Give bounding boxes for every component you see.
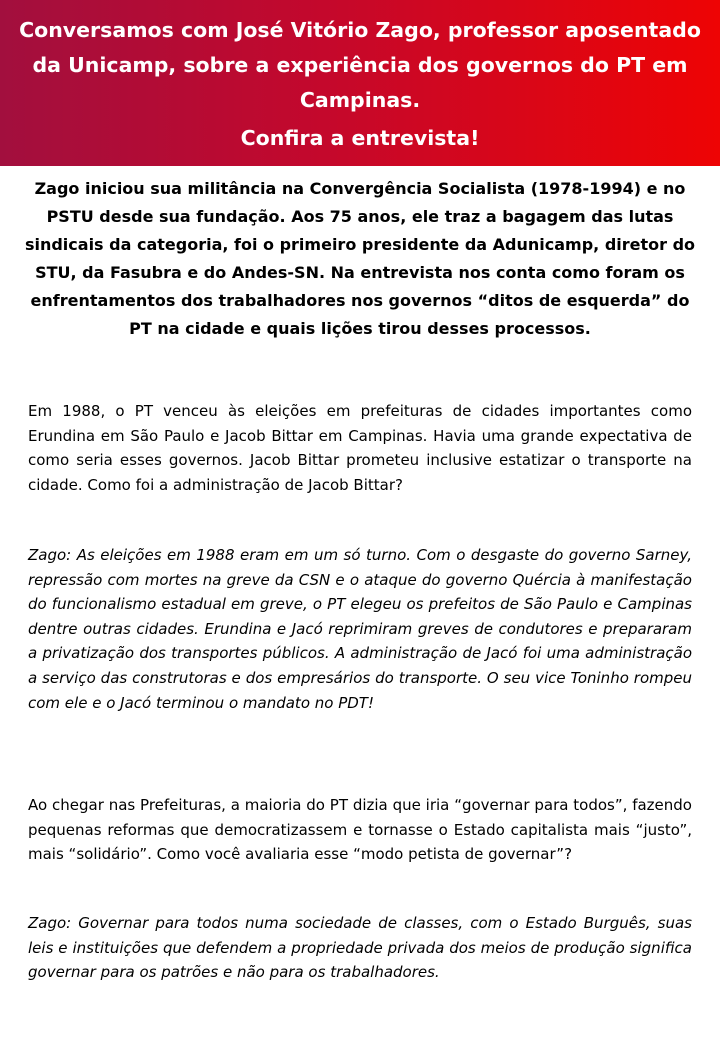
header-banner: [0, 0, 720, 166]
intro-paragraph: Zago iniciou sua militância na Convergência Socialista (1978-1994) e no PSTU desde sua fundação. Aos 75 anos, ele traz a bagagem das lutas sindicais da categoria, foi o primeiro presidente da Adunicamp, diretor do STU, da Fasubra e do Andes-SN. Na entrevista nos conta como foram os enfrentamentos dos trabalhadores nos governos “ditos de esquerda” do PT na cidade e quais lições tirou desses processos.: [24, 179, 696, 338]
question-1: Em 1988, o PT venceu às eleições em prefeituras de cidades importantes como Erundina em São Paulo e Jacob Bittar em Campinas. Havia uma grande expectativa de como seria esses governos. Jacob Bittar prometeu inclusive estatizar o transporte na cidade. Como foi a administração de Jacob Bittar?: [28, 402, 692, 494]
banner-title: Conversamos com José Vitório Zago, professor aposentado da Unicamp, sobre a experiência dos governos do PT em Campinas.: [19, 18, 701, 112]
question-2: Ao chegar nas Prefeituras, a maioria do PT dizia que iria “governar para todos”, fazendo pequenas reformas que democratizassem e tornasse o Estado capitalista mais “justo”, mais “solidário”. Como você avaliaria esse “modo petista de governar”?: [28, 796, 692, 864]
banner-subtitle: Confira a entrevista!: [240, 126, 480, 150]
answer-2: Zago: Governar para todos numa sociedade de classes, com o Estado Burguês, suas leis e instituições que defendem a propriedade privada dos meios de produção significa governar para os patrões e não para os trabalhadores.: [28, 914, 692, 982]
answer-1: Zago: As eleições em 1988 eram em um só turno. Com o desgaste do governo Sarney, repressão com mortes na greve da CSN e o ataque do governo Quércia à manifestação do funcionalismo estadual em greve, o PT elegeu os prefeitos de São Paulo e Campinas dentre outras cidades. Erundina e Jacó reprimiram greves de condutores e prepararam a privatização dos transportes públicos. A administração de Jacó foi uma administração a serviço das construtoras e dos empresários do transporte. O seu vice Toninho rompeu com ele e o Jacó terminou o mandato no PDT!: [28, 546, 692, 712]
